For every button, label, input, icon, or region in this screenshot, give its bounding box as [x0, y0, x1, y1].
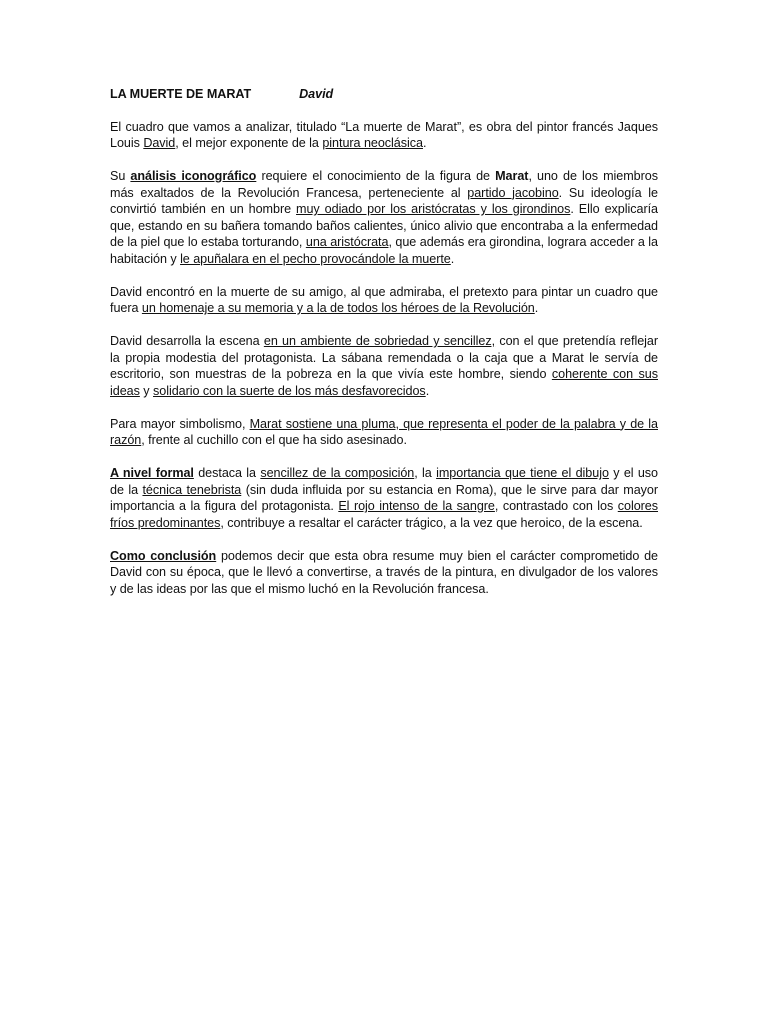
text-run: una aristócrata — [305, 235, 389, 249]
text-run: partido jacobino — [467, 185, 559, 200]
text-run: y — [139, 383, 154, 398]
document-body — [110, 86, 658, 614]
paragraph-3 — [110, 284, 658, 317]
text-run: pintura neoclásica — [322, 136, 423, 150]
text-run: David desarrolla la escena — [110, 334, 264, 348]
text-run: . — [534, 301, 539, 315]
author-name: David — [299, 87, 334, 101]
paragraph-5 — [110, 416, 658, 449]
text-run: David encontró en la muerte de su amigo, al que admiraba, el pretexto para pintar un cuadro que fuera — [110, 284, 658, 315]
paragraph-6 — [110, 465, 658, 531]
text-run: requiere el conocimiento de la figura de — [256, 169, 496, 183]
text-run: le apuñalara en el pecho provocándole la muerte — [180, 251, 451, 266]
text-run: . — [450, 251, 455, 266]
text-run: Su — [110, 169, 131, 183]
text-run: A nivel formal — [110, 466, 194, 480]
text-run: colores fríos predominantes — [110, 499, 659, 530]
text-run: El rojo intenso de la sangre — [338, 499, 495, 513]
text-run: . Ello explicaría que, estando en su bañera tomando baños calientes, único alivio que encontraba a la enfermedad de la piel que lo estaba torturando, — [110, 202, 658, 249]
text-run: , que además era girondina, lograra acceder a la habitación y — [110, 235, 658, 266]
paragraph-7 — [110, 548, 658, 598]
text-run: un homenaje a su memoria y a la de todos los héroes de la Revolución — [141, 301, 535, 315]
text-run: importancia que tiene el dibujo — [436, 466, 609, 480]
text-run: técnica tenebrista — [142, 482, 242, 497]
text-run: Marat — [495, 169, 529, 183]
text-run: coherente con sus ideas — [110, 367, 658, 398]
text-run: , frente al cuchillo con el que ha sido asesinado. — [141, 433, 407, 447]
text-run: , contribuye a resaltar el carácter trágico, a la vez que heroico, de la escena. — [220, 515, 643, 530]
text-run: . — [422, 136, 427, 150]
paragraph-list — [110, 119, 658, 598]
text-run: con el que pretendía reflejar la propia modestia del protagonista. La sábana remendada o la caja que a Marat le servía de escritorio, son muestras de la pobreza en la que vivía este hombre, siendo — [110, 334, 658, 381]
title-line — [110, 86, 658, 103]
text-run: y el uso de la — [110, 466, 659, 497]
text-run: (sin duda influida por su estancia en Roma), que le sirve para dar mayor importancia a la figura del protagonista. — [110, 482, 659, 513]
text-run: podemos decir que esta obra resume muy bien el carácter comprometido de David con su época, que le llevó a convertirse, a través de la pintura, en divulgador de los valores y de las ideas por las que el mismo luchó en la Revolución francesa. — [110, 548, 658, 596]
text-run: destaca la — [193, 466, 261, 480]
text-run: sencillez de la composición — [260, 466, 415, 480]
text-run: . Su ideología le convirtió también en un hombre — [110, 185, 658, 216]
text-run: , uno de los miembros más exaltados de la Revolución Francesa, perteneciente al — [110, 169, 658, 200]
text-run: David — [143, 136, 176, 150]
text-run: Como conclusión — [110, 548, 217, 563]
text-run: El cuadro que vamos a analizar, titulado “La muerte de Marat”, es obra del pintor francés Jaques Louis — [110, 119, 658, 150]
paragraph-2 — [110, 168, 658, 267]
document-title: LA MUERTE DE MARAT — [110, 87, 252, 101]
text-run: . — [425, 383, 430, 398]
text-run: Marat sostiene una pluma, que representa el poder de la palabra y de la razón — [110, 416, 658, 447]
text-run: muy odiado por los aristócratas y los girondinos — [296, 202, 571, 216]
text-run: , la — [414, 466, 437, 480]
paragraph-1 — [110, 119, 658, 152]
text-run: solidario con la suerte de los más desfavorecidos — [153, 383, 426, 398]
text-run: análisis iconográfico — [130, 169, 257, 183]
text-run: , contrastado con los — [494, 499, 618, 513]
text-run: Para mayor simbolismo, — [110, 416, 250, 431]
paragraph-4 — [110, 333, 658, 399]
text-run: en un ambiente de sobriedad y sencillez, — [263, 334, 496, 348]
text-run: , el mejor exponente de la — [175, 136, 323, 150]
